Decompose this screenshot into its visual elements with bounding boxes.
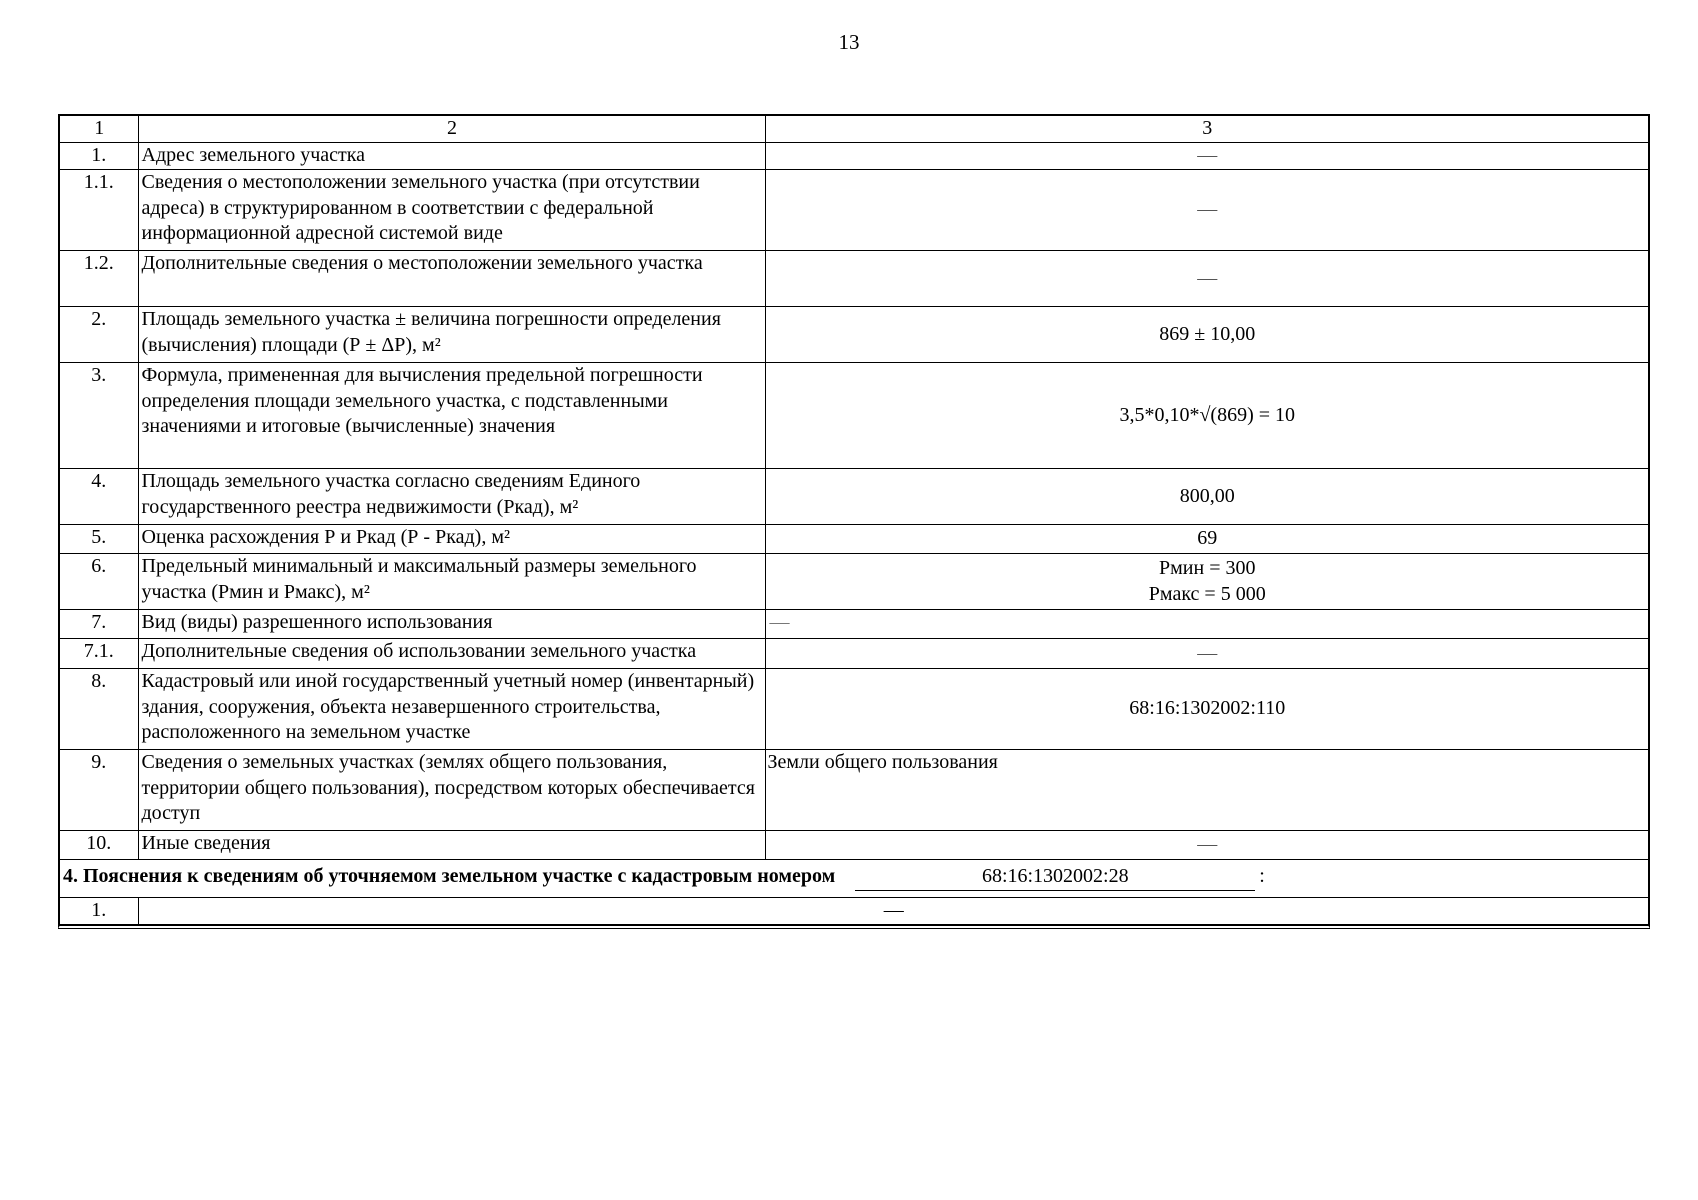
table-row [60, 639, 1648, 669]
row-value: — [138, 897, 1648, 924]
row-number: 1. [60, 143, 138, 170]
table-row [60, 669, 1648, 750]
table-row [60, 897, 1648, 924]
section-4-header [60, 860, 1648, 898]
row-value: 800,00 [765, 469, 1648, 525]
table-header-row [60, 116, 1648, 143]
table-row [60, 750, 1648, 831]
row-number: 1.1. [60, 170, 138, 251]
row-label: Площадь земельного участка согласно сведениям Единого государственного реестра недвижимости (Ркад), м² [138, 469, 765, 525]
row-label: Адрес земельного участка [138, 143, 765, 170]
row-value: Земли общего пользования [765, 750, 1648, 831]
min-size-value: Рмин = 300 [1159, 557, 1256, 579]
section-4-colon: : [1259, 865, 1265, 887]
row-value: 68:16:1302002:110 [765, 669, 1648, 750]
table-row [60, 525, 1648, 554]
row-number: 9. [60, 750, 138, 831]
row-value: 869 ± 10,00 [765, 307, 1648, 363]
table-row [60, 831, 1648, 860]
table-row [60, 554, 1648, 610]
table-row [60, 307, 1648, 363]
row-value: — [765, 143, 1648, 170]
land-plot-table [58, 114, 1650, 929]
row-value: — [765, 251, 1648, 307]
row-value: — [765, 639, 1648, 669]
row-number: 1. [60, 897, 138, 924]
row-label: Дополнительные сведения о местоположении земельного участка [138, 251, 765, 307]
row-number: 8. [60, 669, 138, 750]
row-number: 10. [60, 831, 138, 860]
row-number: 7. [60, 610, 138, 639]
row-label: Вид (виды) разрешенного использования [138, 610, 765, 639]
header-col-3: 3 [765, 116, 1648, 143]
max-size-value: Рмакс = 5 000 [1148, 582, 1266, 605]
page-number: 13 [838, 30, 860, 54]
header-col-1: 1 [60, 116, 138, 143]
row-number: 4. [60, 469, 138, 525]
row-number: 3. [60, 363, 138, 469]
row-number: 1.2. [60, 251, 138, 307]
row-value: 3,5*0,10*√(869) = 10 [765, 363, 1648, 469]
table-row [60, 251, 1648, 307]
table-row [60, 469, 1648, 525]
row-number: 5. [60, 525, 138, 554]
row-label: Кадастровый или иной государственный учетный номер (инвентарный) здания, сооружения, объекта незавершенного строительства, расположенного на земельном участке [138, 669, 765, 750]
section-4-title: 4. Пояснения к сведениям об уточняемом земельном участке с кадастровым номером [63, 865, 836, 887]
row-label: Оценка расхождения Р и Ркад (Р - Ркад), м² [138, 525, 765, 554]
row-label: Площадь земельного участка ± величина погрешности определения (вычисления) площади (Р ± ΔР), м² [138, 307, 765, 363]
table-row [60, 143, 1648, 170]
row-value: — [765, 831, 1648, 860]
row-label: Сведения о земельных участках (землях общего пользования, территории общего пользования), посредством которых обеспечивается доступ [138, 750, 765, 831]
row-number: 7.1. [60, 639, 138, 669]
row-value [765, 554, 1648, 610]
row-value: — [765, 170, 1648, 251]
section-4-header-row [60, 860, 1648, 898]
row-value: — [765, 610, 1648, 639]
row-label: Формула, примененная для вычисления предельной погрешности определения площади земельного участка, с подставленными значениями и итоговые (вычисленные) значения [138, 363, 765, 469]
row-value: 69 [765, 525, 1648, 554]
row-label: Иные сведения [138, 831, 765, 860]
row-number: 6. [60, 554, 138, 610]
row-label: Дополнительные сведения об использовании земельного участка [138, 639, 765, 669]
header-col-2: 2 [138, 116, 765, 143]
row-label: Сведения о местоположении земельного участка (при отсутствии адреса) в структурированном в соответствии с федеральной информационной адресной системой виде [138, 170, 765, 251]
row-label: Предельный минимальный и максимальный размеры земельного участка (Рмин и Рмакс), м² [138, 554, 765, 610]
row-number: 2. [60, 307, 138, 363]
cadastral-number-field: 68:16:1302002:28 [855, 864, 1255, 891]
table-row [60, 610, 1648, 639]
table-row [60, 170, 1648, 251]
table-row [60, 363, 1648, 469]
